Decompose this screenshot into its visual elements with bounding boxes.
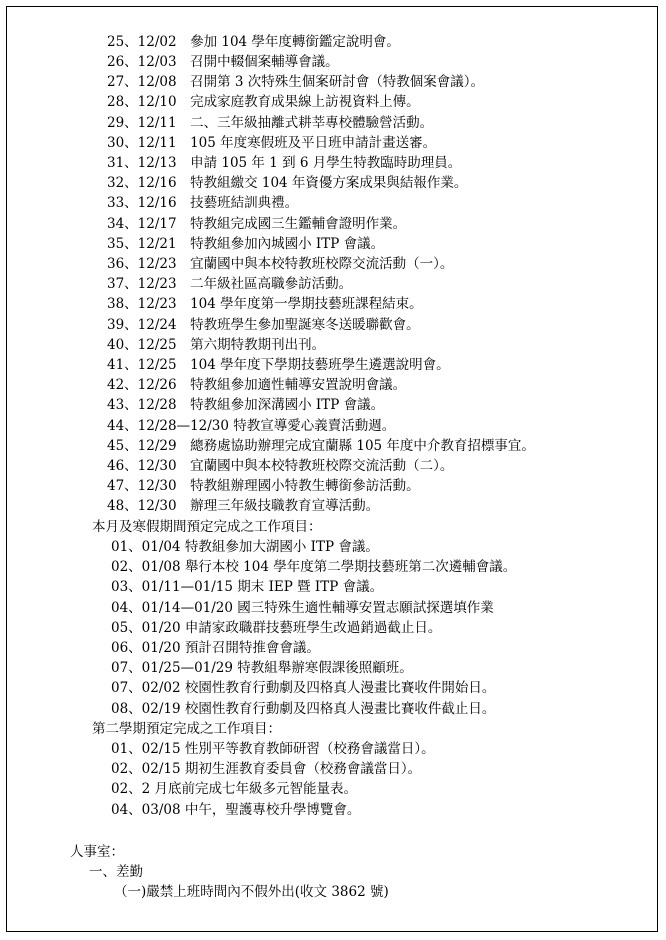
record-48: 48、12/30 辦理三年級技職教育宣導活動。 xyxy=(107,498,380,514)
record-47: 47、12/30 特教組辦理國小特教生轉銜參訪活動。 xyxy=(107,478,420,494)
semester-item: 02、2 月底前完成七年級多元智能量表。 xyxy=(111,781,358,797)
month-item: 07、01/25—01/29 特教組舉辦寒假課後照顧班。 xyxy=(111,660,413,676)
record-25: 25、12/02 參加 104 學年度轉銜鑑定說明會。 xyxy=(107,34,400,50)
record-42: 42、12/26 特教組參加適性輔導安置說明會議。 xyxy=(107,377,407,393)
semester-item: 01、02/15 性別平等教育教師研習（校務會議當日）。 xyxy=(111,741,435,757)
record-37: 37、12/23 二年級社區高職參訪活動。 xyxy=(107,276,353,292)
record-40: 40、12/25 第六期特教期刊出刊。 xyxy=(107,337,326,353)
record-35: 35、12/21 特教組參加內城國小 ITP 會議。 xyxy=(107,236,385,252)
record-29: 29、12/11 二、三年級抽離式耕莘專校體驗營活動。 xyxy=(107,115,434,131)
record-38: 38、12/23 104 學年度第一學期技藝班課程結束。 xyxy=(107,296,423,312)
month-item: 06、01/20 預計召開特推會會議。 xyxy=(111,640,320,656)
month-item: 03、01/11—01/15 期末 IEP 暨 ITP 會議。 xyxy=(111,579,384,595)
month-item: 01、01/04 特教組參加大湖國小 ITP 會議。 xyxy=(111,539,379,555)
month-item: 02、01/08 舉行本校 104 學年度第二學期技藝班第二次遴輔會議。 xyxy=(111,559,517,575)
record-39: 39、12/24 特教班學生參加聖誕寒冬送暖聯歡會。 xyxy=(107,317,420,333)
record-46: 46、12/30 宜蘭國中與本校特教班校際交流活動（二）。 xyxy=(107,458,454,474)
personnel-item: （一)嚴禁上班時間內不假外出(收文 3862 號) xyxy=(114,884,389,900)
record-43: 43、12/28 特教組參加深溝國小 ITP 會議。 xyxy=(107,397,385,413)
month-heading: 本月及寒假期間預定完成之工作項目： xyxy=(92,519,322,535)
record-30: 30、12/11 105 年度寒假班及平日班申請計畫送審。 xyxy=(107,135,437,151)
month-item: 05、01/20 申請家政職群技藝班學生改過銷過截止日。 xyxy=(111,620,442,636)
record-32: 32、12/16 特教組繳交 104 年資優方案成果與結報作業。 xyxy=(107,175,468,191)
personnel-section: 一、差勤 xyxy=(89,864,143,880)
month-item: 08、02/19 校園性教育行動劇及四格真人漫畫比賽收件截止日。 xyxy=(111,701,496,717)
record-28: 28、12/10 完成家庭教育成果線上訪視資料上傳。 xyxy=(107,94,420,110)
semester-item: 02、02/15 期初生涯教育委員會（校務會議當日）。 xyxy=(111,761,422,777)
record-41: 41、12/25 104 學年度下學期技藝班學生遴選說明會。 xyxy=(107,357,450,373)
record-36: 36、12/23 宜蘭國中與本校特教班校際交流活動（一）。 xyxy=(107,256,454,272)
month-item: 07、02/02 校園性教育行動劇及四格真人漫畫比賽收件開始日。 xyxy=(111,680,496,696)
personnel-heading: 人事室： xyxy=(70,844,124,860)
record-26: 26、12/03 召開中輟個案輔導會議。 xyxy=(107,54,339,70)
record-33: 33、12/16 技藝班結訓典禮。 xyxy=(107,195,299,211)
semester-item: 04、03/08 中午，聖護專校升學博覽會。 xyxy=(111,802,361,818)
record-44: 44、12/28—12/30 特教宣導愛心義賣活動週。 xyxy=(107,418,396,434)
record-31: 31、12/13 申請 105 年 1 到 6 月學生特教臨時助理員。 xyxy=(107,155,462,171)
record-34: 34、12/17 特教組完成國三生鑑輔會證明作業。 xyxy=(107,216,407,232)
record-27: 27、12/08 召開第 3 次特殊生個案研討會（特教個案會議）。 xyxy=(107,74,485,90)
month-item: 04、01/14—01/20 國三特殊生適性輔導安置志願試探選填作業 xyxy=(111,600,494,616)
record-45: 45、12/29 總務處協助辦理完成宜蘭縣 105 年度中介教育招標事宜。 xyxy=(107,438,535,454)
semester-heading: 第二學期預定完成之工作項目： xyxy=(92,721,281,737)
